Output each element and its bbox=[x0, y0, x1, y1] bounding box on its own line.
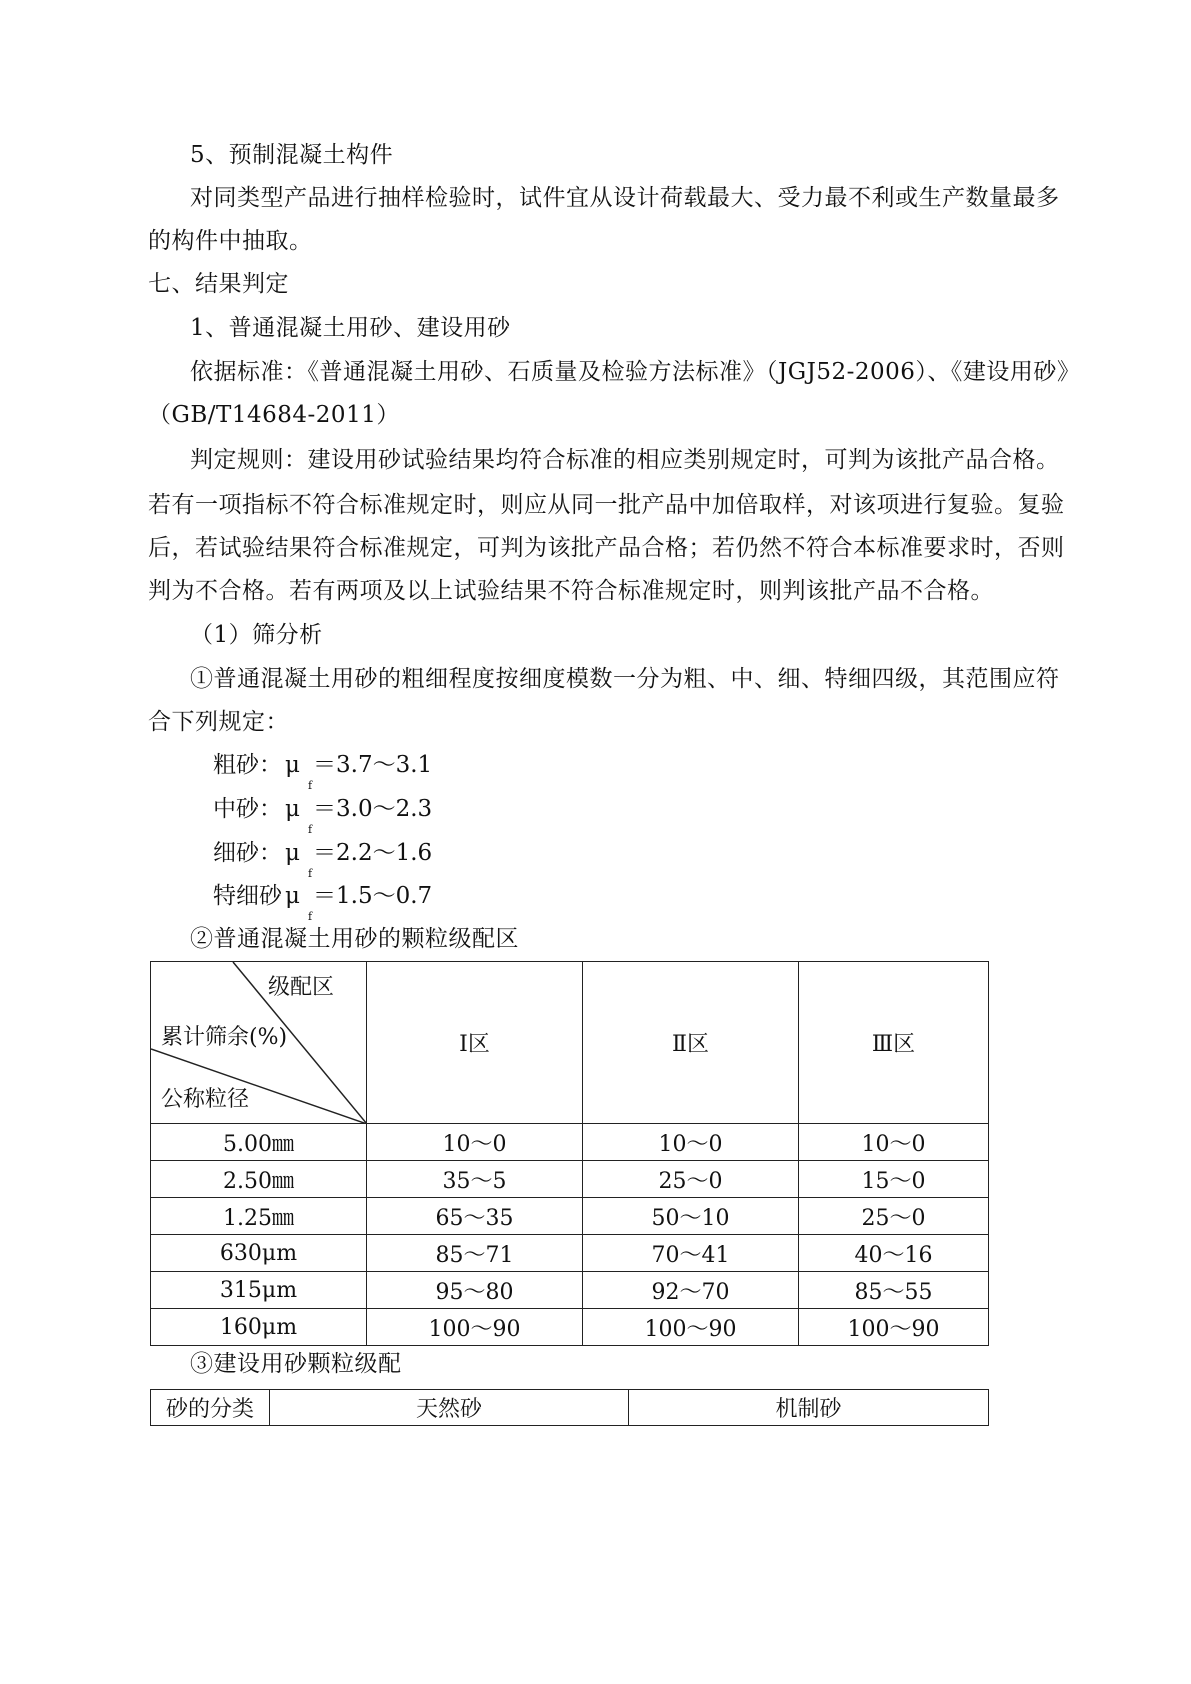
section-heading-sand: 1、普通混凝土用砂、建设用砂 bbox=[190, 315, 511, 341]
value-cell: 40～16 bbox=[799, 1235, 989, 1272]
table-header-row bbox=[151, 1390, 989, 1426]
mu-symbol: μ f bbox=[285, 883, 313, 923]
clause1-line1: ①普通混凝土用砂的粗细程度按细度模数一分为粗、中、细、特细四级，其范围应符 bbox=[190, 666, 1060, 692]
value-cell: 70～41 bbox=[583, 1235, 799, 1272]
fineness-label: 粗砂： bbox=[213, 752, 282, 778]
zone-header-3: Ⅲ区 bbox=[799, 962, 989, 1124]
value-cell: 92～70 bbox=[583, 1272, 799, 1309]
value-cell: 95～80 bbox=[367, 1272, 583, 1309]
rule-line2: 若有一项指标不符合标准规定时，则应从同一批产品中加倍取样，对该项进行复验。复验 bbox=[148, 492, 1065, 518]
size-cell: 160μm bbox=[151, 1309, 367, 1346]
size-cell: 5.00㎜ bbox=[151, 1124, 367, 1161]
size-cell: 2.50㎜ bbox=[151, 1161, 367, 1198]
subsection-sieve: （1）筛分析 bbox=[190, 622, 323, 648]
value-cell: 25～0 bbox=[583, 1161, 799, 1198]
mu-symbol: μ f bbox=[285, 840, 313, 880]
fineness-label: 细砂： bbox=[213, 840, 282, 866]
paragraph-precast-line1: 对同类型产品进行抽样检验时，试件宜从设计荷载最大、受力最不利或生产数量最多 bbox=[190, 185, 1060, 211]
value-cell: 25～0 bbox=[799, 1198, 989, 1235]
standard-line2: （GB/T14684-2011） bbox=[148, 402, 400, 428]
table-row bbox=[151, 1272, 989, 1309]
diag-label-size: 公称粒径 bbox=[161, 1087, 250, 1112]
table-row bbox=[151, 1161, 989, 1198]
fineness-label: 中砂： bbox=[213, 796, 282, 822]
fineness-coarse bbox=[213, 750, 433, 792]
table-row bbox=[151, 1235, 989, 1272]
fineness-extra-fine bbox=[213, 881, 433, 923]
diag-label-cumulative: 累计筛余(%) bbox=[161, 1025, 288, 1050]
diag-label-zone: 级配区 bbox=[267, 975, 334, 1000]
standard-line1: 依据标准：《普通混凝土用砂、石质量及检验方法标准》（JGJ52-2006）、《建设用砂》 bbox=[190, 359, 1081, 385]
zone-header-1: Ⅰ区 bbox=[367, 962, 583, 1124]
value-cell: 100～90 bbox=[799, 1309, 989, 1346]
mu-symbol: μ f bbox=[285, 796, 313, 836]
size-cell: 315μm bbox=[151, 1272, 367, 1309]
size-cell: 1.25㎜ bbox=[151, 1198, 367, 1235]
diagonal-header-cell bbox=[151, 962, 367, 1124]
value-cell: 10～0 bbox=[367, 1124, 583, 1161]
clause2-heading: ②普通混凝土用砂的颗粒级配区 bbox=[190, 926, 519, 952]
fineness-range: ＝2.2～1.6 bbox=[313, 840, 433, 866]
value-cell: 10～0 bbox=[583, 1124, 799, 1161]
value-cell: 15～0 bbox=[799, 1161, 989, 1198]
table-row bbox=[151, 1198, 989, 1235]
size-cell: 630μm bbox=[151, 1235, 367, 1272]
rule-line3: 后，若试验结果符合标准规定，可判为该批产品合格；若仍然不符合本标准要求时，否则 bbox=[148, 535, 1065, 561]
value-cell: 50～10 bbox=[583, 1198, 799, 1235]
value-cell: 100～90 bbox=[367, 1309, 583, 1346]
fineness-fine bbox=[213, 838, 433, 880]
natural-sand-header: 天然砂 bbox=[270, 1390, 629, 1426]
fineness-medium bbox=[213, 794, 433, 836]
value-cell: 35～5 bbox=[367, 1161, 583, 1198]
fineness-range: ＝3.0～2.3 bbox=[313, 796, 433, 822]
fineness-label: 特细砂 bbox=[213, 883, 282, 909]
machine-sand-header: 机制砂 bbox=[629, 1390, 989, 1426]
table-row bbox=[151, 1309, 989, 1346]
paragraph-precast-line2: 的构件中抽取。 bbox=[148, 228, 313, 254]
mu-symbol: μ f bbox=[285, 752, 313, 792]
clause1-line2: 合下列规定： bbox=[148, 709, 289, 735]
value-cell: 85～55 bbox=[799, 1272, 989, 1309]
rule-line4: 判为不合格。若有两项及以上试验结果不符合标准规定时，则判该批产品不合格。 bbox=[148, 578, 994, 604]
clause3-heading: ③建设用砂颗粒级配 bbox=[190, 1351, 402, 1377]
table-header-row bbox=[151, 962, 989, 1124]
construction-sand-table bbox=[150, 1389, 989, 1426]
value-cell: 65～35 bbox=[367, 1198, 583, 1235]
classification-header: 砂的分类 bbox=[151, 1390, 270, 1426]
grading-zone-table bbox=[150, 961, 989, 1346]
fineness-range: ＝1.5～0.7 bbox=[313, 883, 433, 909]
value-cell: 85～71 bbox=[367, 1235, 583, 1272]
rule-line1: 判定规则：建设用砂试验结果均符合标准的相应类别规定时，可判为该批产品合格。 bbox=[190, 447, 1060, 473]
table-row bbox=[151, 1124, 989, 1161]
value-cell: 10～0 bbox=[799, 1124, 989, 1161]
value-cell: 100～90 bbox=[583, 1309, 799, 1346]
fineness-range: ＝3.7～3.1 bbox=[313, 752, 433, 778]
section-heading-precast: 5、预制混凝土构件 bbox=[190, 142, 394, 168]
zone-header-2: Ⅱ区 bbox=[583, 962, 799, 1124]
chapter-heading-result: 七、结果判定 bbox=[148, 271, 289, 297]
